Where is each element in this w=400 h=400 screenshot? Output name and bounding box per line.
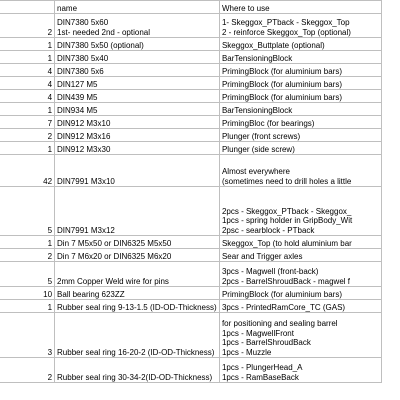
table-row [0, 142, 382, 155]
where-to-use-cell-line: 2psc - searblock - PTback [221, 225, 315, 235]
name-cell-line: Din 7 M6x20 or DIN6325 M6x20 [57, 251, 172, 261]
name-cell-line: DIN7380 5x60 [57, 18, 109, 27]
where-to-use-cell[interactable] [219, 236, 381, 249]
qty-cell[interactable]: 4 [0, 64, 55, 77]
name-cell-line: Rubber seal ring 30-34-2(ID-OD-Thickness) [57, 372, 213, 382]
name-cell-line: DIN7380 5x50 (optional) [57, 40, 144, 50]
table-row [0, 155, 382, 187]
header-name[interactable]: name [55, 1, 220, 14]
where-to-use-cell-line: 1pcs - RamBaseBack [221, 372, 299, 382]
where-to-use-cell-line: 1pcs - Muzzle [221, 347, 272, 357]
name-cell[interactable] [55, 38, 220, 51]
table-row [0, 14, 382, 38]
table-row [0, 358, 382, 383]
name-cell-line: DIN439 M5 [57, 92, 98, 102]
table-row [0, 90, 382, 103]
qty-cell[interactable]: 10 [0, 287, 55, 300]
where-to-use-cell-line: PrimingBloc (for bearings) [221, 118, 315, 128]
name-cell[interactable] [55, 262, 220, 287]
name-cell-line: Rubber seal ring 16-20-2 (ID-OD-Thickness) [57, 347, 215, 357]
qty-cell[interactable]: 5 [0, 187, 55, 236]
qty-cell[interactable]: 2 [0, 358, 55, 383]
name-cell[interactable] [55, 358, 220, 383]
header-row [0, 1, 382, 14]
where-to-use-cell[interactable] [219, 358, 381, 383]
where-to-use-cell-line: 1pcs - MagwellFront [221, 328, 294, 338]
name-cell[interactable] [55, 51, 220, 64]
name-cell[interactable] [55, 116, 220, 129]
where-to-use-cell-line: 2pcs - Skeggox_PTback - Skeggox_ [221, 206, 352, 216]
table-row [0, 300, 382, 313]
name-cell-line: DIN934 M5 [57, 105, 98, 115]
qty-cell[interactable]: 2 [0, 129, 55, 142]
where-to-use-cell-line: 1- Skeggox_PTback - Skeggox_Top [221, 18, 350, 27]
where-to-use-cell-line: 2 - reinforce Skeggox_Top (optional) [221, 27, 351, 37]
table-row [0, 103, 382, 116]
name-cell-line: DIN7380 5x40 [57, 53, 109, 63]
table-row [0, 116, 382, 129]
name-cell[interactable] [55, 287, 220, 300]
table-row [0, 313, 382, 358]
header-where-to-use[interactable]: Where to use [219, 1, 381, 14]
where-to-use-cell-line: Skeggox_Buttplate (optional) [221, 40, 325, 50]
where-to-use-cell-line: BarTensioningBlock [221, 105, 293, 115]
name-cell[interactable] [55, 300, 220, 313]
table-row [0, 287, 382, 300]
table-row [0, 51, 382, 64]
name-cell-line: Din 7 M5x50 or DIN6325 M5x50 [57, 238, 172, 248]
table-row [0, 64, 382, 77]
where-to-use-cell-line: BarTensioningBlock [221, 53, 293, 63]
qty-cell[interactable]: 7 [0, 116, 55, 129]
table-row [0, 187, 382, 236]
where-to-use-cell[interactable] [219, 262, 381, 287]
where-to-use-cell-line: Almost everywhere [221, 167, 290, 176]
name-cell[interactable] [55, 313, 220, 358]
where-to-use-cell-line: 1pcs - spring holder in GripBody_Wit [221, 216, 353, 225]
qty-cell[interactable]: 1 [0, 103, 55, 116]
table-row [0, 129, 382, 142]
name-cell[interactable] [55, 155, 220, 187]
name-cell[interactable] [55, 249, 220, 262]
where-to-use-cell[interactable] [219, 300, 381, 313]
qty-cell[interactable]: 2 [0, 14, 55, 38]
qty-cell[interactable]: 1 [0, 142, 55, 155]
where-to-use-cell-line: Skeggox_Top (to hold aluminium bar [221, 238, 352, 248]
name-cell-line: 2mm Copper Weld wire for pins [57, 276, 169, 286]
table-row [0, 249, 382, 262]
qty-cell[interactable]: 42 [0, 155, 55, 187]
where-to-use-cell-line: 1pcs - PlungerHead_A [221, 363, 303, 372]
header-qty[interactable] [0, 1, 55, 14]
where-to-use-cell[interactable] [219, 142, 381, 155]
where-to-use-cell[interactable] [219, 249, 381, 262]
name-cell-line: DIN7991 M3x10 [57, 176, 115, 186]
name-cell-line: DIN912 M3x16 [57, 131, 111, 141]
where-to-use-cell-line: Plunger (front screws) [221, 131, 301, 141]
where-to-use-cell[interactable] [219, 129, 381, 142]
where-to-use-cell-line: PrimingBlock (for aluminium bars) [221, 92, 342, 102]
where-to-use-cell[interactable] [219, 116, 381, 129]
name-cell-line: DIN7991 M3x12 [57, 225, 115, 235]
name-cell[interactable] [55, 103, 220, 116]
name-cell[interactable] [55, 236, 220, 249]
qty-cell[interactable]: 1 [0, 51, 55, 64]
table-row [0, 262, 382, 287]
qty-cell[interactable]: 4 [0, 77, 55, 90]
qty-cell[interactable]: 1 [0, 38, 55, 51]
where-to-use-cell-line: 1pcs - BarrelShroudBack [221, 338, 311, 347]
qty-cell[interactable]: 1 [0, 236, 55, 249]
name-cell[interactable] [55, 77, 220, 90]
name-cell[interactable] [55, 129, 220, 142]
where-to-use-cell-line: PrimingBlock (for aluminium bars) [221, 79, 342, 89]
where-to-use-cell[interactable] [219, 14, 381, 38]
where-to-use-cell[interactable] [219, 103, 381, 116]
name-cell-line: Ball bearing 623ZZ [57, 289, 125, 299]
name-cell[interactable] [55, 64, 220, 77]
name-cell[interactable] [55, 187, 220, 236]
where-to-use-cell-line: 3pcs - Magwell (front-back) [221, 267, 319, 276]
where-to-use-cell-line: PrimingBlock (for aluminium bars) [221, 289, 342, 299]
name-cell[interactable] [55, 90, 220, 103]
where-to-use-cell-line: (sometimes need to drill holes a little [221, 176, 352, 186]
name-cell-line: DIN912 M3x30 [57, 144, 111, 154]
name-cell-line: DIN912 M3x10 [57, 118, 111, 128]
where-to-use-cell-line: 3pcs - PrintedRamCore_TC (GAS) [221, 302, 346, 312]
where-to-use-cell[interactable] [219, 187, 381, 236]
table-row [0, 77, 382, 90]
where-to-use-cell-line: 2pcs - BarrelShroudBack - magwel f [221, 276, 351, 286]
name-cell-line: DIN7380 5x6 [57, 66, 104, 76]
where-to-use-cell[interactable] [219, 287, 381, 300]
where-to-use-cell-line: Sear and Trigger axles [221, 251, 303, 261]
where-to-use-cell-line: for positioning and sealing barrel [221, 319, 338, 328]
where-to-use-cell[interactable] [219, 64, 381, 77]
table-row [0, 38, 382, 51]
where-to-use-cell[interactable] [219, 77, 381, 90]
where-to-use-cell[interactable] [219, 51, 381, 64]
name-cell-line: DIN127 M5 [57, 79, 98, 89]
qty-cell[interactable]: 1 [0, 300, 55, 313]
table-row [0, 236, 382, 249]
qty-cell[interactable]: 3 [0, 313, 55, 358]
where-to-use-cell-line: Plunger (side screw) [221, 144, 295, 154]
name-cell[interactable] [55, 14, 220, 38]
qty-cell[interactable]: 4 [0, 90, 55, 103]
name-cell-line: Rubber seal ring 9-13-1.5 (ID-OD-Thickness) [57, 302, 217, 312]
where-to-use-cell[interactable] [219, 155, 381, 187]
qty-cell[interactable]: 5 [0, 262, 55, 287]
name-cell[interactable] [55, 142, 220, 155]
where-to-use-cell[interactable] [219, 90, 381, 103]
where-to-use-cell[interactable] [219, 38, 381, 51]
qty-cell[interactable]: 2 [0, 249, 55, 262]
name-cell-line: 1st- needed 2nd - optional [57, 27, 150, 37]
where-to-use-cell-line: PrimingBlock (for aluminium bars) [221, 66, 342, 76]
where-to-use-cell[interactable] [219, 313, 381, 358]
